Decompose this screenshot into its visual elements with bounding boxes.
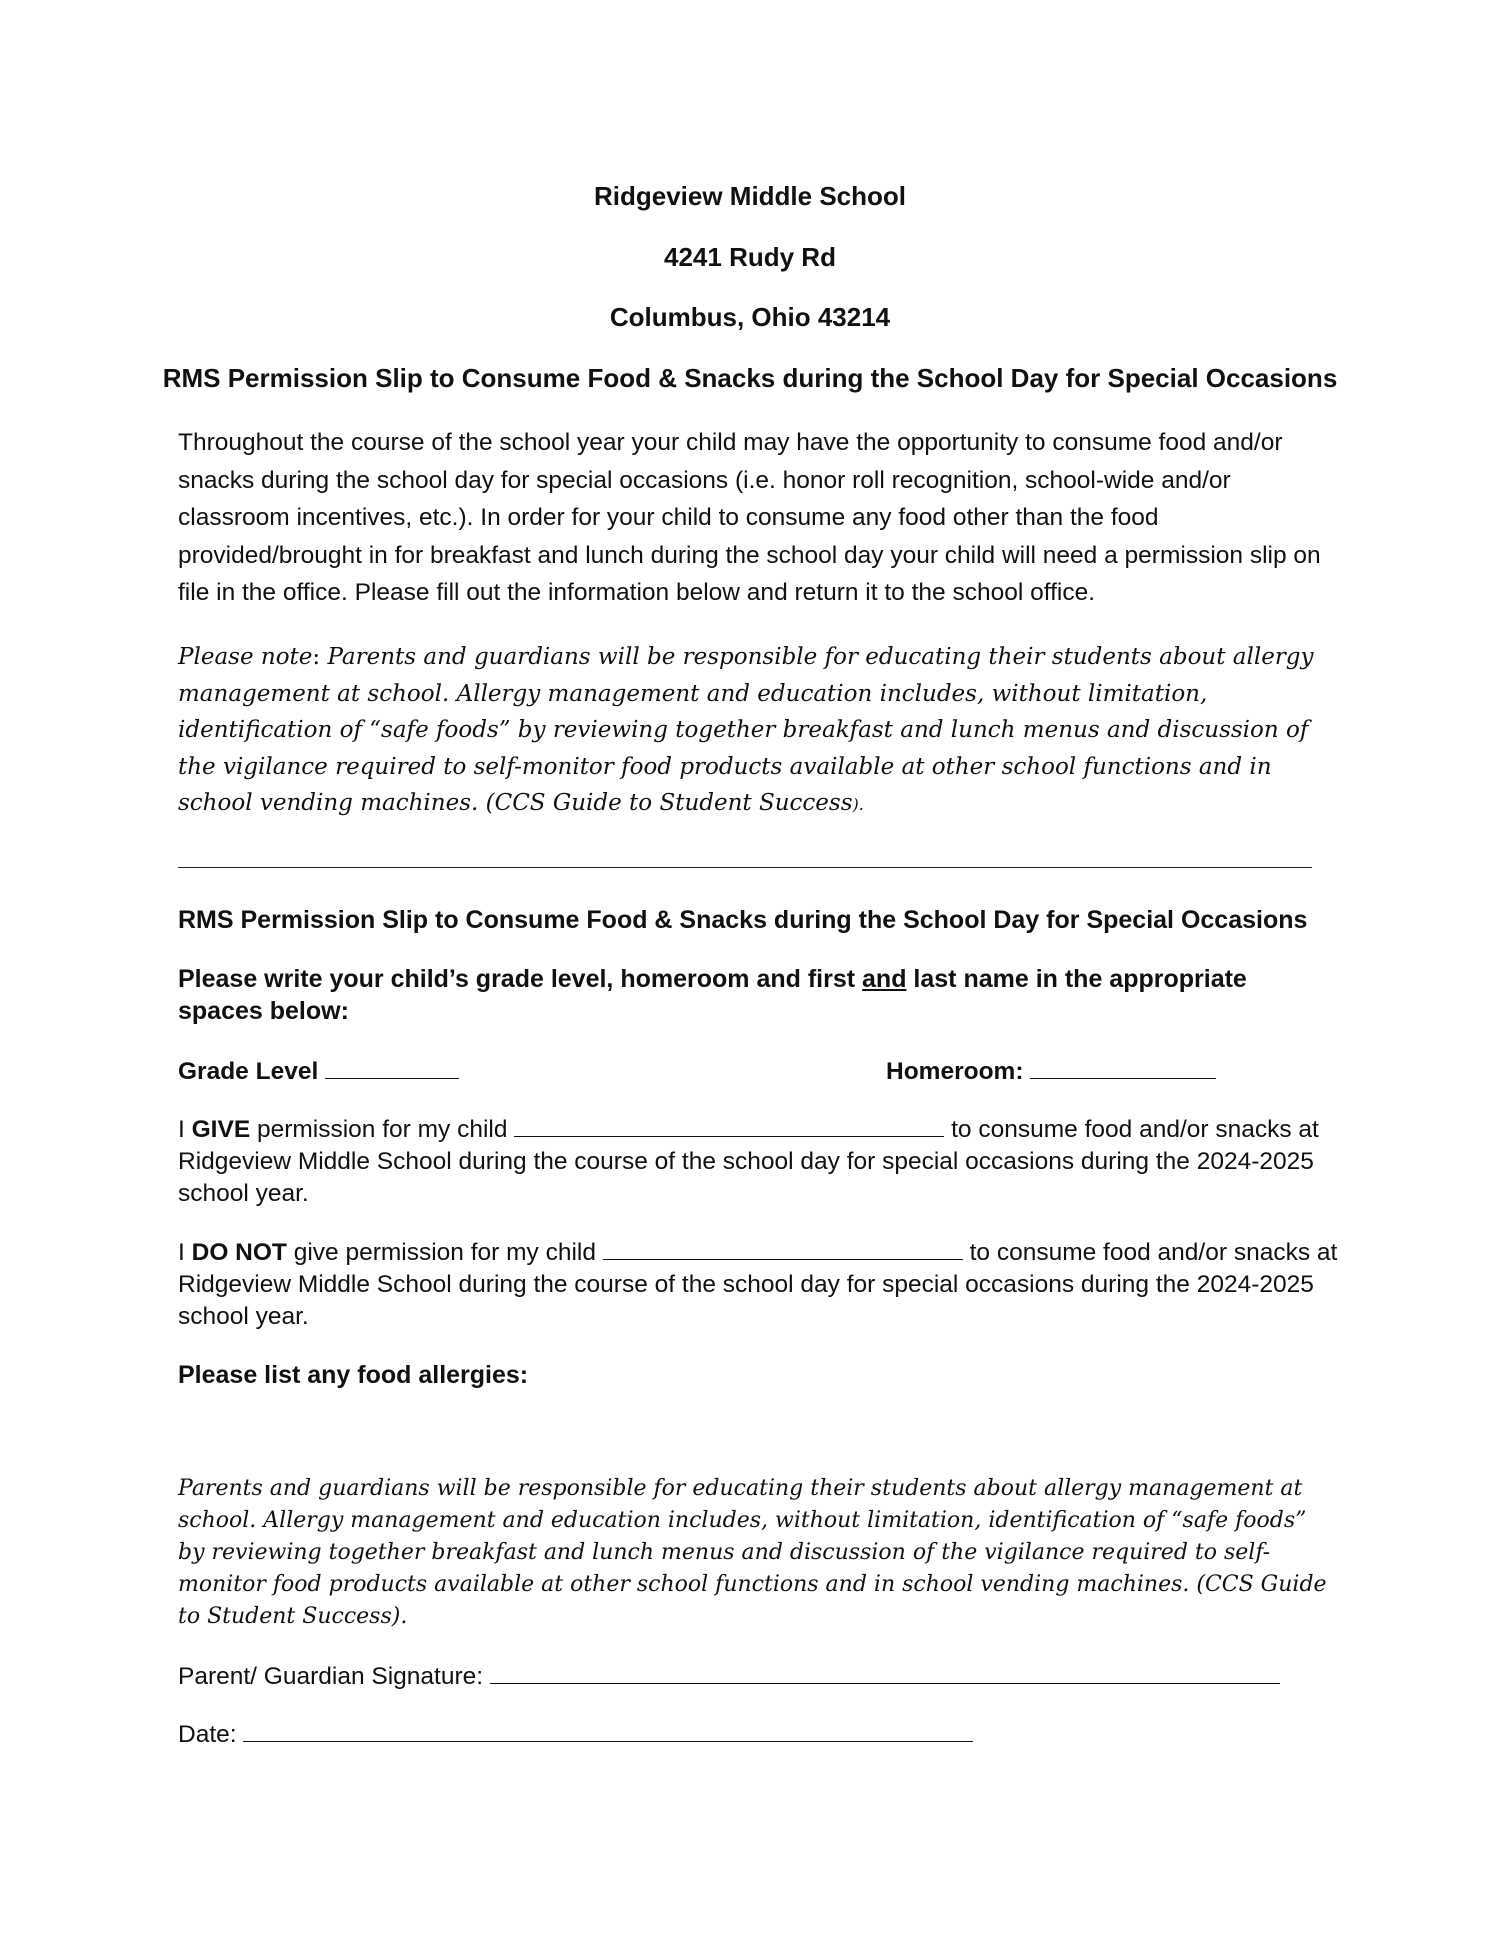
- deny-bold: DO NOT: [191, 1239, 287, 1266]
- school-name: Ridgeview Middle School: [593, 181, 907, 211]
- instruction-part1: Please write your child’s grade level, homeroom and first: [178, 965, 863, 993]
- date-blank[interactable]: [243, 1717, 973, 1742]
- signature-blank[interactable]: [490, 1659, 1280, 1684]
- deny-suffix: to consume food and/or snacks at Ridgeview Middle School during the course of the school day for special occasions during the 2024-2025 school year.: [178, 1239, 1338, 1330]
- instruction-part2: last name in the appropriate spaces below:: [178, 965, 1247, 1025]
- note-end: ).: [852, 795, 864, 814]
- give-prefix: I: [178, 1116, 192, 1143]
- give-bold: GIVE: [191, 1116, 251, 1143]
- allergy-disclaimer: Parents and guardians will be responsible for educating their students about allergy management at school. Allergy management and education includes, without limitation, identification of “safe foods” by reviewing together breakfast and lunch menus and discussion of the vigilance required to self-monitor food products available at other school functions and in school vending machines. (CCS Guide to Student Success).: [178, 1476, 1327, 1629]
- intro-paragraph: Throughout the course of the school year your child may have the opportunity to consume food and/or snacks during the school day for special occasions (i.e. honor roll recognition, school-wide and/or classroom incentives, etc.). In order for your child to consume any food other than the food provided/brought in for breakfast and lunch during the school day your child will need a permission slip on file in the office. Please fill out the information below and return it to the school office.: [178, 429, 1321, 606]
- homeroom-blank[interactable]: [1030, 1054, 1216, 1079]
- note-colon: :: [312, 644, 321, 670]
- section-divider: [178, 867, 1312, 868]
- give-child-name-blank[interactable]: [514, 1112, 944, 1137]
- grade-level-blank[interactable]: [325, 1054, 459, 1079]
- allergies-label: Please list any food allergies:: [178, 1361, 529, 1389]
- slip-title: RMS Permission Slip to Consume Food & Snacks during the School Day for Special Occasions: [162, 363, 1338, 393]
- deny-prefix: I: [178, 1239, 192, 1266]
- note-label: Please note: [178, 644, 313, 670]
- grade-level-field: [178, 1054, 459, 1088]
- homeroom-field: [886, 1054, 1216, 1088]
- give-middle: permission for my child: [250, 1116, 515, 1143]
- deny-child-name-blank[interactable]: [603, 1235, 963, 1260]
- school-city-state-zip: Columbus, Ohio 43214: [609, 302, 891, 332]
- instruction-underlined: and: [862, 965, 907, 993]
- note-text: Parents and guardians will be responsible for educating their students about allergy management at school. Allergy management and education includes, without limitation, identification of “safe foods” by reviewing together breakfast and lunch menus and discussion of the vigilance required to self-monitor food products available at other school functions and in school vending machines. (CCS Guide to Student Success: [178, 644, 1314, 816]
- signature-label: Parent/ Guardian Signature:: [178, 1663, 484, 1690]
- date-field: [178, 1717, 973, 1751]
- homeroom-label: Homeroom:: [886, 1058, 1024, 1085]
- grade-level-label: Grade Level: [178, 1058, 319, 1085]
- deny-middle: give permission for my child: [286, 1239, 603, 1266]
- school-address: 4241 Rudy Rd: [664, 242, 836, 272]
- give-permission-statement: [178, 1112, 1338, 1210]
- deny-permission-statement: [178, 1235, 1338, 1333]
- date-label: Date:: [178, 1721, 237, 1748]
- intro-note: [178, 639, 1338, 824]
- form-title: RMS Permission Slip to Consume Food & Snacks during the School Day for Special Occasions: [178, 906, 1308, 934]
- give-suffix: to consume food and/or snacks at Ridgeview Middle School during the course of the school day for special occasions during the 2024-2025 school year.: [178, 1116, 1319, 1207]
- signature-field: [178, 1659, 1280, 1693]
- form-instruction: [178, 963, 1338, 1027]
